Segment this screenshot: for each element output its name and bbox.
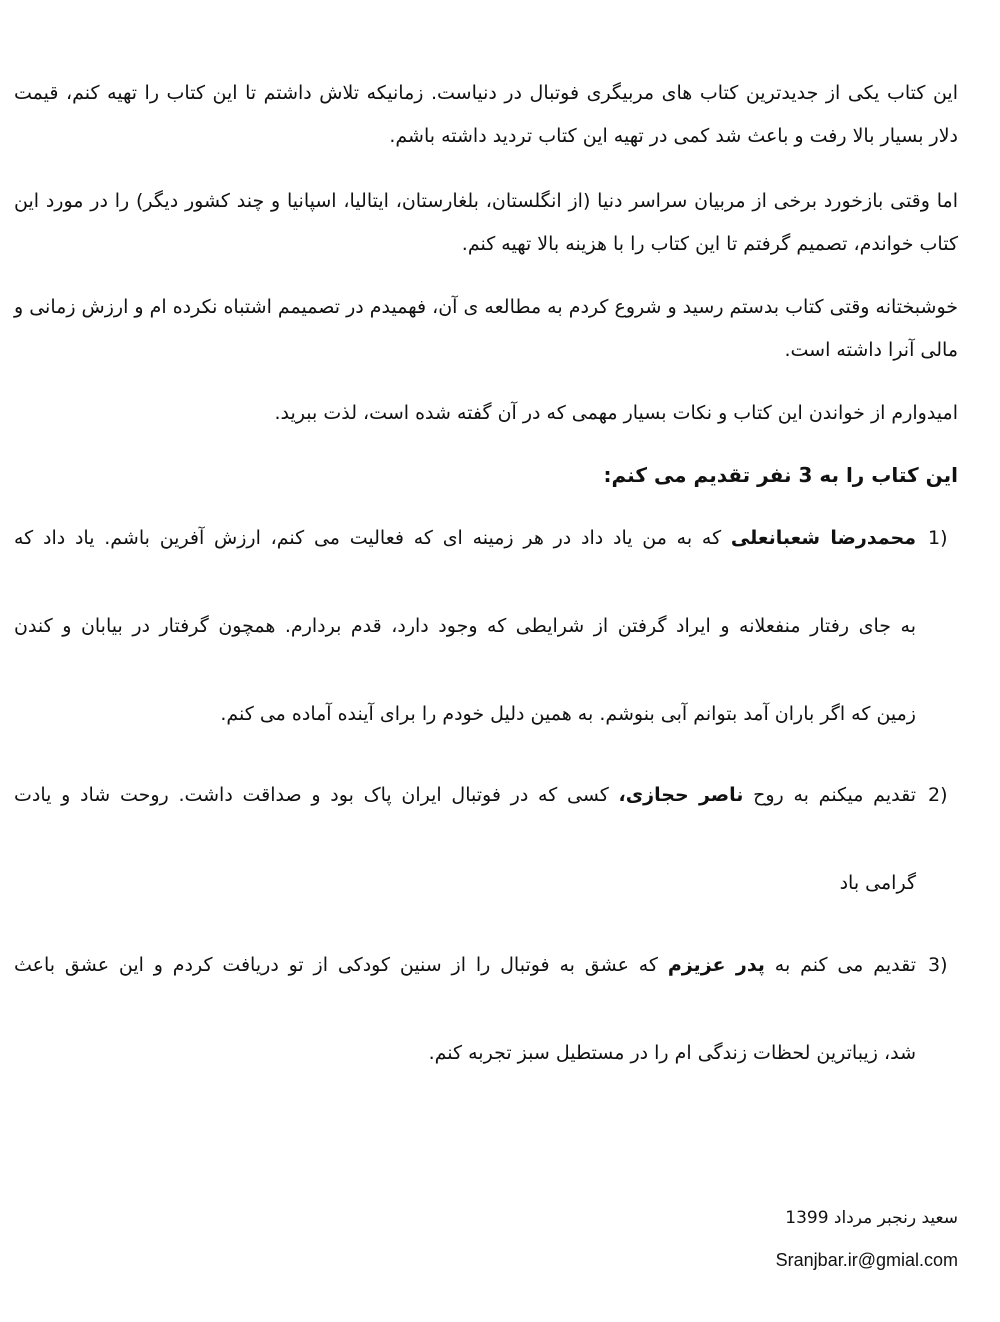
dedication-item-1 <box>14 517 958 781</box>
dedication-item-text: شد، زیباترین لحظات زندگی ام را در مستطیل سبز تجربه کنم. <box>428 1042 916 1064</box>
dedication-item-text: زمین که اگر باران آمد بتوانم آبی بنوشم. به همین دلیل خودم را برای آینده آماده می کنم. <box>220 703 916 725</box>
dedication-name: پدر عزیزم <box>667 954 765 976</box>
dedication-item-3 <box>14 944 958 1120</box>
dedication-item-line <box>14 1032 958 1120</box>
dedication-item-number: 1) <box>928 527 948 549</box>
dedication-item-line <box>14 605 958 693</box>
intro-paragraph-2 <box>14 180 958 266</box>
author-email: Sranjbar.ir@gmial.com <box>775 1250 958 1270</box>
intro-paragraph-4-text: امیدوارم از خواندن این کتاب و نکات بسیار مهمی که در آن گفته شده است، لذت ببرید. <box>274 402 958 424</box>
dedication-item-text: تقدیم می کنم به <box>764 954 916 976</box>
dedication-item-number: 2) <box>928 784 948 806</box>
dedication-heading: این کتاب را به 3 نفر تقدیم می کنم: <box>603 463 958 487</box>
dedication-item-line <box>14 774 958 862</box>
intro-paragraph-2-text: اما وقتی بازخورد برخی از مربیان سراسر دنیا (از انگلستان، بلغارستان، ایتالیا، اسپانیا و چند کشور دیگر) را در مورد این کتاب خواندم، تصمیم گرفتم تا این کتاب را با هزینه بالا تهیه کنم. <box>14 190 958 255</box>
dedication-name: محمدرضا شعبانعلی <box>730 527 916 549</box>
dedication-item-text: تقدیم میکنم به روح <box>743 784 916 806</box>
dedication-item-line <box>14 862 958 950</box>
dedication-item-line <box>14 944 958 1032</box>
intro-paragraph-1-text: این کتاب یکی از جدیدترین کتاب های مربیگری فوتبال در دنیاست. زمانیکه تلاش داشتم تا این کتاب را تهیه کنم، قیمت دلار بسیار بالا رفت و باعث شد کمی در تهیه این کتاب تردید داشته باشم. <box>14 82 958 147</box>
author-signature: سعید رنجبر مرداد 1399 <box>785 1208 958 1228</box>
dedication-item-text: به جای رفتار منفعلانه و ایراد گرفتن از شرایطی که وجود دارد، قدم بردارم. همچون گرفتار در بیابان و کندن <box>14 615 916 637</box>
dedication-item-number: 3) <box>928 954 948 976</box>
dedication-item-text: گرامی باد <box>839 872 916 894</box>
dedication-item-text: که به من یاد داد در هر زمینه ای که فعالیت می کنم، ارزش آفرین باشم. یاد داد که <box>14 527 731 549</box>
intro-paragraph-1 <box>14 72 958 158</box>
dedication-item-2 <box>14 774 958 950</box>
dedication-item-text: که عشق به فوتبال را از سنین کودکی از تو دریافت کردم و این عشق باعث <box>14 954 668 976</box>
dedication-name: ناصر حجازی، <box>618 784 744 806</box>
dedication-item-line <box>14 517 958 605</box>
intro-paragraph-4 <box>14 392 958 435</box>
intro-paragraph-3 <box>14 286 958 372</box>
dedication-item-text: کسی که در فوتبال ایران پاک بود و صداقت داشت. روحت شاد و یادت <box>14 784 619 806</box>
intro-paragraph-3-text: خوشبختانه وقتی کتاب بدستم رسید و شروع کردم به مطالعه ی آن، فهمیدم در تصمیمم اشتباه نکرده ام و ارزش زمانی و مالی آنرا داشته است. <box>14 296 958 361</box>
dedication-item-line <box>14 693 958 781</box>
